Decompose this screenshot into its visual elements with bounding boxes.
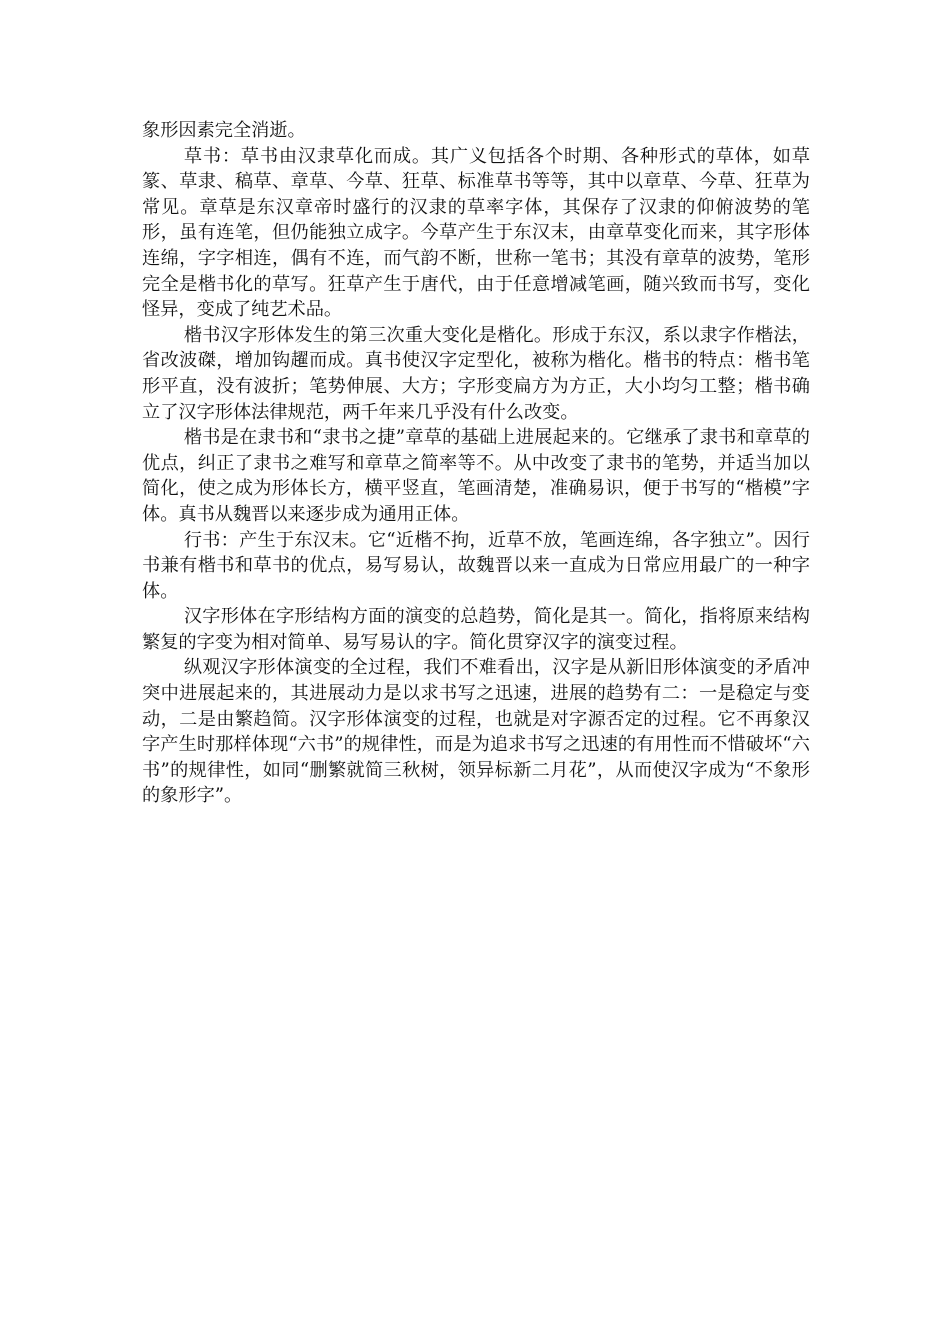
document-body bbox=[142, 118, 810, 809]
paragraph-running-script: 行书：产生于东汉末。它“近楷不拘，近草不放，笔画连绵，各字独立”。因行书兼有楷书和草书的优点，易写易认，故魏晋以来一直成为日常应用最广的一种字体。 bbox=[142, 529, 810, 602]
paragraph-regular-script-origin: 楷书是在隶书和“隶书之捷”章草的基础上进展起来的。它继承了隶书和章草的优点，纠正了隶书之难写和章草之简率等不。从中改变了隶书的笔势，并适当加以简化，使之成为形体长方，横平竖直，笔画清楚，准确易识，便于书写的“楷模”字体。真书从魏晋以来逐步成为通用正体。 bbox=[142, 427, 810, 525]
paragraph-simplification: 汉字形体在字形结构方面的演变的总趋势，简化是其一。简化，指将原来结构繁复的字变为相对简单、易写易认的字。简化贯穿汉字的演变过程。 bbox=[142, 606, 810, 653]
paragraph-regular-script: 楷书汉字形体发生的第三次重大变化是楷化。形成于东汉，系以隶字作楷法，省改波磔，增加钩趯而成。真书使汉字定型化，被称为楷化。楷书的特点：楷书笔形平直，没有波折；笔势伸展、大方；字形变扁方为方正，大小均匀工整；楷书确立了汉字形体法律规范，两千年来几乎没有什么改变。 bbox=[142, 324, 810, 423]
paragraph-conclusion: 纵观汉字形体演变的全过程，我们不难看出，汉字是从新旧形体演变的矛盾冲突中进展起来的，其进展动力是以求书写之迅速，进展的趋势有二：一是稳定与变动，二是由繁趋简。汉字形体演变的过程，也就是对字源否定的过程。它不再象汉字产生时那样体现“六书”的规律性，而是为追求书写之迅速的有用性而不惜破坏“六书”的规律性，如同“删繁就简三秋树，领异标新二月花”，从而使汉字成为“不象形的象形字”。 bbox=[142, 657, 810, 807]
paragraph-cursive-script: 草书：草书由汉隶草化而成。其广义包括各个时期、各种形式的草体，如草篆、草隶、稿草、章草、今草、狂草、标准草书等等，其中以章草、今草、狂草为常见。章草是东汉章帝时盛行的汉隶的草率字体，其保存了汉隶的仰俯波势的笔形，虽有连笔，但仍能独立成字。今草产生于东汉末，由章草变化而来，其字形体连绵，字字相连，偶有不连，而气韵不断，世称一笔书；其没有章草的波势，笔形完全是楷书化的草写。狂草产生于唐代，由于任意增减笔画，随兴致而书写，变化怪异，变成了纯艺术品。 bbox=[142, 145, 810, 321]
paragraph-continuation: 象形因素完全消逝。 bbox=[142, 120, 306, 141]
